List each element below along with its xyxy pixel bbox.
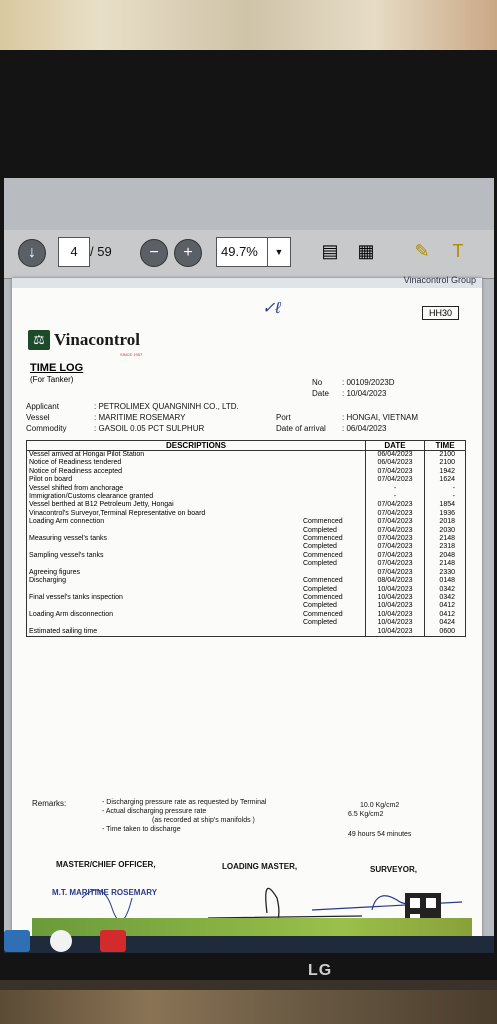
row-status: Completed	[303, 602, 337, 610]
row-description	[27, 619, 302, 627]
row-time: -	[425, 485, 466, 493]
sig-loading-label: LOADING MASTER,	[222, 862, 298, 871]
row-time: 2148	[425, 560, 466, 568]
row-description	[27, 586, 302, 594]
row-status: Commenced	[303, 610, 343, 618]
qr-finder-icon	[410, 898, 420, 908]
row-time: 0412	[425, 602, 466, 610]
no-value: : 00109/2023D	[342, 378, 395, 387]
row-description: Pilot on board	[29, 476, 73, 484]
table-row	[27, 518, 466, 526]
row-date: 10/04/2023	[366, 628, 425, 637]
row-description	[27, 527, 302, 535]
row-description: Notice of Readiness accepted	[29, 467, 122, 475]
row-description: Agreeing figures	[29, 568, 80, 576]
table-row	[27, 493, 466, 501]
row-description: Vessel shifted from anchorage	[29, 484, 124, 492]
page-total: / 59	[90, 244, 112, 259]
port-label: Port	[276, 413, 291, 422]
row-status: Commenced	[303, 577, 343, 585]
initials-signature: ✓ℓ	[262, 300, 281, 317]
row-time: 2148	[425, 535, 466, 543]
vessel-label: Vessel	[26, 413, 50, 422]
row-status: Completed	[303, 585, 337, 593]
table-row	[27, 485, 466, 493]
port-value: : HONGAI, VIETNAM	[342, 413, 419, 422]
fit-page-icon[interactable]: ▤	[321, 241, 339, 261]
zoom-dropdown-icon[interactable]: ▼	[267, 237, 291, 267]
mail-app-icon[interactable]	[4, 930, 30, 952]
row-description: Loading Arm disconnection	[29, 610, 114, 618]
table-row	[27, 586, 466, 594]
row-description: Final vessel's tanks inspection	[29, 593, 123, 601]
row-time: 2030	[425, 527, 466, 535]
desk	[0, 990, 497, 1024]
row-status: Commenced	[303, 518, 343, 526]
row-status	[301, 510, 366, 518]
pdf-app-icon[interactable]	[100, 930, 126, 952]
col-date: DATE	[366, 441, 425, 451]
row-time: 1936	[425, 510, 466, 518]
row-date: 07/04/2023	[366, 552, 425, 560]
qr-finder-icon	[426, 898, 436, 908]
page-title: TIME LOG	[30, 362, 84, 374]
row-description: Discharging	[29, 577, 66, 585]
row-description: Notice of Readiness tendered	[29, 459, 122, 467]
monitor	[0, 50, 497, 980]
col-time: TIME	[425, 441, 466, 451]
row-date: 07/04/2023	[366, 518, 425, 526]
table-row	[27, 552, 466, 560]
table-row	[27, 535, 466, 543]
row-date: -	[366, 485, 425, 493]
row-date: 06/04/2023	[366, 459, 425, 467]
row-time: 1854	[425, 501, 466, 509]
row-status	[301, 485, 366, 493]
time-log-body	[27, 451, 466, 637]
sig-surveyor-label: SURVEYOR,	[370, 865, 417, 874]
row-status: Commenced	[303, 551, 343, 559]
table-row	[27, 602, 466, 610]
table-row	[27, 619, 466, 627]
table-row	[27, 501, 466, 509]
taskbar	[4, 936, 494, 953]
row-time: 0342	[425, 586, 466, 594]
row-status	[301, 569, 366, 577]
vessel-value: : MARITIME ROSEMARY	[94, 413, 186, 422]
form-code: HH30	[422, 306, 459, 320]
remark-3: (as recorded at ship's manifolds )	[152, 817, 255, 824]
row-date: 07/04/2023	[366, 560, 425, 568]
no-label: No	[312, 378, 323, 387]
table-row	[27, 577, 466, 585]
row-status: Completed	[303, 560, 337, 568]
row-time: 0148	[425, 577, 466, 585]
row-date: -	[366, 493, 425, 501]
table-row	[27, 594, 466, 602]
row-date: 07/04/2023	[366, 468, 425, 476]
table-row	[27, 527, 466, 535]
header-strip-text: Vinacontrol Group	[403, 275, 476, 285]
page-header-strip	[12, 275, 482, 288]
screen	[4, 178, 494, 953]
row-status	[301, 628, 366, 637]
row-time: 0412	[425, 611, 466, 619]
arrival-label: Date of arrival	[276, 424, 326, 433]
time-log-table	[26, 440, 466, 637]
row-time: -	[425, 493, 466, 501]
row-time: 2100	[425, 451, 466, 460]
row-status	[301, 501, 366, 509]
commodity-value: : GASOIL 0.05 PCT SULPHUR	[94, 424, 205, 433]
row-date: 10/04/2023	[366, 619, 425, 627]
logo	[28, 330, 140, 350]
row-date: 07/04/2023	[366, 569, 425, 577]
table-row	[27, 451, 466, 460]
row-description: Immigration/Customs clearance granted	[29, 493, 154, 501]
next-page-icon[interactable]: ↓	[18, 239, 46, 267]
pdf-toolbar	[4, 230, 494, 279]
row-date: 07/04/2023	[366, 543, 425, 551]
messenger-app-icon[interactable]	[50, 930, 72, 952]
zoom-input[interactable]: 49.7%	[216, 237, 276, 267]
table-row	[27, 611, 466, 619]
row-time: 0342	[425, 594, 466, 602]
row-status	[301, 459, 366, 467]
row-time: 1624	[425, 476, 466, 484]
commodity-label: Commodity	[26, 424, 67, 433]
col-descriptions: DESCRIPTIONS	[27, 441, 366, 451]
ship-stamp: M.T. MARITIME ROSEMARY	[52, 888, 158, 897]
master-signature	[82, 890, 132, 921]
row-date: 10/04/2023	[366, 602, 425, 610]
page-footer-band	[32, 918, 472, 938]
remark-2: - Actual discharging pressure rate	[102, 808, 207, 815]
row-status: Commenced	[303, 593, 343, 601]
monitor-brand: LG	[308, 962, 333, 979]
remark-1: - Discharging pressure rate as requested by Terminal	[102, 799, 267, 806]
fit-width-icon[interactable]: ▦	[357, 241, 375, 261]
background-wall	[0, 0, 497, 52]
table-row	[27, 628, 466, 637]
row-date: 10/04/2023	[366, 594, 425, 602]
pdf-page	[12, 275, 482, 938]
row-description	[27, 560, 302, 568]
row-status: Completed	[303, 526, 337, 534]
table-row	[27, 476, 466, 484]
table-row	[27, 560, 466, 568]
zoom-out-icon[interactable]: −	[140, 239, 168, 267]
row-date: 06/04/2023	[366, 451, 425, 460]
scale-icon: ⚖	[28, 330, 50, 350]
row-time: 2100	[425, 459, 466, 467]
table-row	[27, 569, 466, 577]
row-date: 07/04/2023	[366, 535, 425, 543]
row-description: Estimated sailing time	[29, 627, 98, 635]
remark-4: - Time taken to discharge	[102, 826, 181, 833]
row-time: 0600	[425, 628, 466, 637]
applicant-value: : PETROLIMEX QUANGNINH CO., LTD.	[94, 402, 239, 411]
row-date: 07/04/2023	[366, 527, 425, 535]
row-description	[27, 543, 302, 551]
row-date: 07/04/2023	[366, 501, 425, 509]
remark-4-value: 49 hours 54 minutes	[348, 831, 412, 838]
table-row	[27, 510, 466, 518]
text-tool-icon[interactable]: T	[452, 241, 464, 261]
row-date: 07/04/2023	[366, 476, 425, 484]
row-date: 10/04/2023	[366, 586, 425, 594]
row-description: Vessel berthed at B12 Petroleum Jetty, Hongai	[29, 501, 174, 509]
row-description	[27, 602, 302, 610]
row-date: 08/04/2023	[366, 577, 425, 585]
logo-since: SINCE 1957	[120, 352, 143, 357]
row-description: Vessel arrived at Hongai Pilot Station	[29, 451, 145, 458]
date-label: Date	[312, 389, 329, 398]
row-time: 2018	[425, 518, 466, 526]
comment-icon[interactable]: ✎	[414, 241, 430, 261]
row-status	[301, 493, 366, 501]
row-description: Vinacontrol's Surveyor,Terminal Representative on board	[29, 509, 206, 517]
table-row	[27, 543, 466, 551]
row-description: Measuring vessel's tanks	[29, 535, 107, 543]
arrival-value: : 06/04/2023	[342, 424, 387, 433]
row-status: Commenced	[303, 535, 343, 543]
row-time: 2048	[425, 552, 466, 560]
row-time: 1942	[425, 468, 466, 476]
row-status: Completed	[303, 619, 337, 627]
row-date: 07/04/2023	[366, 510, 425, 518]
row-status: Completed	[303, 543, 337, 551]
remark-1-value: 10.0 Kg/cm2	[360, 802, 400, 809]
row-description: Sampling vessel's tanks	[29, 551, 104, 559]
remarks-label: Remarks:	[32, 799, 67, 808]
logo-name: Vinacontrol	[54, 330, 140, 349]
row-time: 2330	[425, 569, 466, 577]
page-subtitle: (For Tanker)	[30, 375, 74, 384]
table-row	[27, 468, 466, 476]
sig-master-label: MASTER/CHIEF OFFICER,	[56, 860, 156, 869]
row-status	[301, 451, 366, 460]
row-date: 10/04/2023	[366, 611, 425, 619]
zoom-in-icon[interactable]: +	[174, 239, 202, 267]
table-row	[27, 459, 466, 467]
row-status	[301, 468, 366, 476]
row-description: Loading Arm connection	[29, 518, 105, 526]
row-status	[301, 476, 366, 484]
applicant-label: Applicant	[26, 402, 59, 411]
page-number-input[interactable]: 4	[58, 237, 90, 267]
remark-2-value: 6.5 Kg/cm2	[348, 811, 384, 818]
row-time: 2318	[425, 543, 466, 551]
row-time: 0424	[425, 619, 466, 627]
date-value: : 10/04/2023	[342, 389, 387, 398]
